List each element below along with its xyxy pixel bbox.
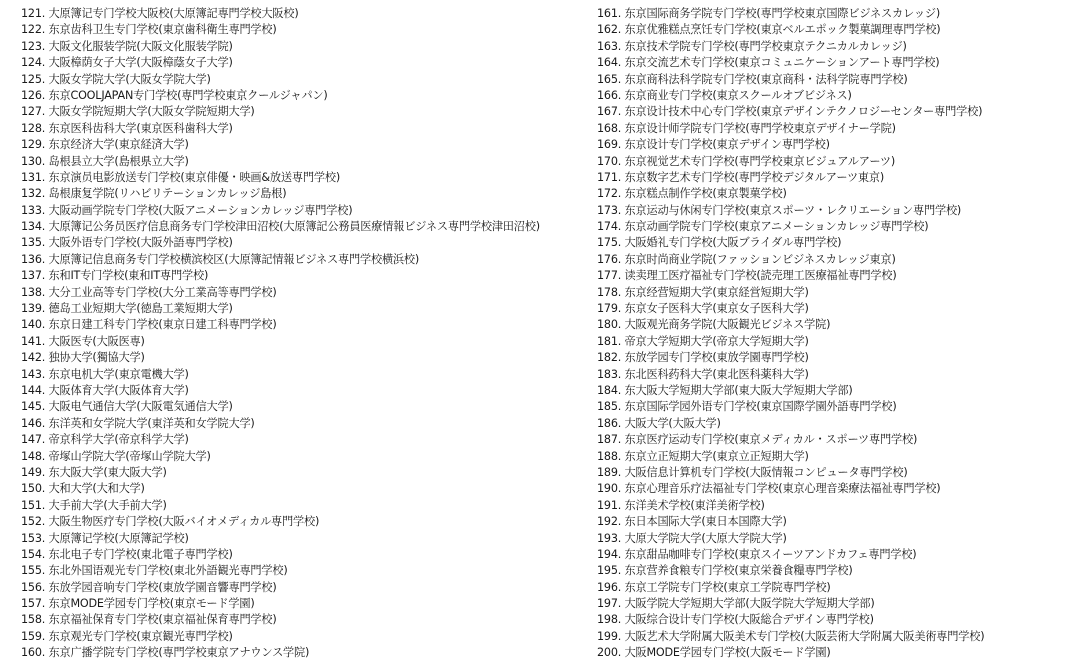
school-name: 大阪体育大学(大阪体育大学) [48,383,189,397]
item-number: 137. [21,269,46,283]
list-item [597,285,1067,301]
item-number: 180. [597,318,622,332]
school-name: 大阪综合设计专门学校(大阪総合デザイン専門学校) [624,613,874,627]
item-number: 181. [597,334,622,348]
list-item [21,55,596,71]
school-name: 德岛工业短期大学(徳島工業短期大学) [48,302,233,316]
list-item [597,88,1067,104]
item-number: 176. [597,252,622,266]
school-name: 东大阪大学短期大学部(東大阪大学短期大学部) [624,383,853,397]
school-name: 东京COOLJAPAN专门学校(専門学校東京クールジャパン) [48,88,328,102]
item-number: 177. [597,269,622,283]
item-number: 173. [597,203,622,217]
school-name: 大原簿记专门学校大阪校(大原簿記専門学校大阪校) [48,7,299,20]
school-name: 东京时尚商业学院(ファッションビジネスカレッジ東京) [624,252,896,266]
school-name: 东洋美术学校(東洋美術学校) [624,498,765,512]
list-item [21,645,596,661]
item-number: 182. [597,351,622,365]
item-number: 164. [597,56,622,70]
list-item [21,22,596,38]
list-item [597,186,1067,202]
school-name: 东京交流艺术专门学校(東京コミュニケーションアート専門学校) [624,56,940,70]
list-item [21,301,596,317]
item-number: 131. [21,170,46,184]
item-number: 125. [21,72,46,86]
list-item [21,432,596,448]
list-item [21,383,596,399]
list-item [21,268,596,284]
school-name: 东京商业专门学校(東京スクールオブビジネス) [624,88,852,102]
school-name: 东京商科法科学院专门学校(東京商科・法科学院専門学校) [624,72,908,86]
school-name: 大阪电气通信大学(大阪電気通信大学) [48,400,233,414]
school-name: 大阪女学院大学(大阪女学院大学) [48,72,211,86]
list-item [597,399,1067,415]
school-name: 东北电子专门学校(東北電子専門学校) [48,547,233,561]
item-number: 126. [21,88,46,102]
list-item [21,465,596,481]
school-name: 东京医疗运动专门学校(東京メディカル・スポーツ専門学校) [624,433,918,447]
school-name: 东京糕点制作学校(東京製菓学校) [624,187,787,201]
item-number: 199. [597,629,622,643]
item-number: 168. [597,121,622,135]
item-number: 191. [597,498,622,512]
item-number: 140. [21,318,46,332]
list-item [597,203,1067,219]
school-name: 大和大学(大和大学) [48,482,145,496]
list-item [597,104,1067,120]
school-name: 大阪学院大学短期大学部(大阪学院大学短期大学部) [624,597,875,611]
school-name: 东京数字艺术专门学校(専門学校デジタルアーツ東京) [624,170,885,184]
school-name: 东京设计专门学校(東京デザイン専門学校) [624,138,830,152]
item-number: 155. [21,564,46,578]
school-name: 大阪樟荫女子大学(大阪樟蔭女子大学) [48,56,233,70]
school-name: 大阪文化服装学院(大阪文化服装学院) [48,39,233,53]
list-item [21,612,596,628]
list-item [597,268,1067,284]
item-number: 138. [21,285,46,299]
school-name: 大原簿记公务员医疗信息商务专门学校津田沼校(大原簿記公務員医療情報ビジネス専門学校津田沼校) [48,220,540,234]
list-item [597,531,1067,547]
list-item [21,154,596,170]
school-name: 大阪MODE学园专门学校(大阪モード学園) [624,646,831,660]
school-name: 东京营养食粮专门学校(東京栄養食糧専門学校) [624,564,853,578]
list-item [597,235,1067,251]
school-name: 东放学园音响专门学校(東放学園音響専門学校) [48,580,277,594]
item-number: 145. [21,400,46,414]
list-item [21,252,596,268]
item-number: 167. [597,105,622,119]
list-item [597,137,1067,153]
list-item [597,154,1067,170]
list-item [597,301,1067,317]
school-name: 大分工业高等专门学校(大分工業高等専門学校) [48,285,277,299]
item-number: 172. [597,187,622,201]
item-number: 185. [597,400,622,414]
list-item [21,285,596,301]
school-name: 东北外国语观光专门学校(東北外語観光専門学校) [48,564,288,578]
item-number: 163. [597,39,622,53]
list-item [597,629,1067,645]
list-item [21,416,596,432]
item-number: 160. [21,646,46,660]
item-number: 161. [597,7,622,20]
item-number: 146. [21,416,46,430]
item-number: 158. [21,613,46,627]
list-item [21,203,596,219]
school-name: 东日本国际大学(東日本国際大学) [624,515,787,529]
item-number: 144. [21,383,46,397]
school-name: 大阪动画学院专门学校(大阪アニメーションカレッジ専門学校) [48,203,353,217]
school-name: 东放学园专门学校(東放学園専門学校) [624,351,809,365]
list-item [597,596,1067,612]
school-name: 东和IT专门学校(東和IT専門学校) [48,269,209,283]
list-item [597,383,1067,399]
school-name: 东京国际商务学院专门学校(専門学校東京国際ビジネスカレッジ) [624,7,941,20]
item-number: 192. [597,515,622,529]
school-name: 东京视觉艺术专门学校(専門学校東京ビジュアルアーツ) [624,154,896,168]
list-item [597,449,1067,465]
item-number: 169. [597,138,622,152]
list-item [21,596,596,612]
school-name: 东京福祉保育专门学校(東京福祉保育専門学校) [48,613,277,627]
item-number: 175. [597,236,622,250]
school-name: 大阪艺术大学附属大阪美术专门学校(大阪芸術大学附属大阪美術専門学校) [624,629,985,643]
item-number: 147. [21,433,46,447]
item-number: 151. [21,498,46,512]
school-name: 帝京科学大学(帝京科学大学) [48,433,189,447]
list-item [597,6,1067,22]
list-item [597,252,1067,268]
item-number: 139. [21,302,46,316]
school-name: 东京优雅糕点烹饪专门学校(東京ベルエポック製菓調理専門学校) [624,23,941,37]
item-number: 122. [21,23,46,37]
list-item [597,432,1067,448]
list-item [21,39,596,55]
school-name: 东大阪大学(東大阪大学) [48,465,167,479]
school-name: 东京观光专门学校(東京観光専門学校) [48,629,233,643]
item-number: 135. [21,236,46,250]
school-name: 东京立正短期大学(東京立正短期大学) [624,449,809,463]
item-number: 159. [21,629,46,643]
item-number: 156. [21,580,46,594]
item-number: 171. [597,170,622,184]
school-name: 大阪女学院短期大学(大阪女学院短期大学) [48,105,255,119]
list-item [21,104,596,120]
school-name: 独协大学(獨協大学) [48,351,145,365]
list-item [21,350,596,366]
school-name: 大阪婚礼专门学校(大阪ブライダル専門学校) [624,236,842,250]
school-name: 大阪外语专门学校(大阪外語専門学校) [48,236,233,250]
item-number: 200. [597,646,622,660]
item-number: 194. [597,547,622,561]
school-name: 东京女子医科大学(東京女子医科大学) [624,302,809,316]
school-name: 东京设计技术中心专门学校(東京デザインテクノロジーセンター専門学校) [624,105,983,119]
item-number: 128. [21,121,46,135]
item-number: 179. [597,302,622,316]
list-item [21,580,596,596]
list-item [21,219,596,235]
school-name: 东京经济大学(東京経済大学) [48,138,189,152]
item-number: 190. [597,482,622,496]
list-item [597,219,1067,235]
item-number: 178. [597,285,622,299]
item-number: 127. [21,105,46,119]
list-item [21,235,596,251]
item-number: 157. [21,597,46,611]
list-item [597,580,1067,596]
item-number: 124. [21,56,46,70]
list-item [597,481,1067,497]
list-item [21,170,596,186]
school-name: 东京医科齿科大学(東京医科歯科大学) [48,121,233,135]
list-item [21,481,596,497]
item-number: 186. [597,416,622,430]
item-number: 129. [21,138,46,152]
item-number: 121. [21,7,46,20]
item-number: 150. [21,482,46,496]
item-number: 142. [21,351,46,365]
item-number: 187. [597,433,622,447]
item-number: 166. [597,88,622,102]
list-item [597,317,1067,333]
list-item [21,367,596,383]
list-item [21,317,596,333]
school-name: 大原簿记学校(大原簿記学校) [48,531,189,545]
list-item [597,72,1067,88]
item-number: 143. [21,367,46,381]
school-name: 大阪医专(大阪医専) [48,334,145,348]
item-number: 197. [597,597,622,611]
item-number: 133. [21,203,46,217]
school-name: 帝塚山学院大学(帝塚山学院大学) [48,449,211,463]
school-name: 东京运动与休闲专门学校(東京スポーツ・レクリエーション専門学校) [624,203,962,217]
item-number: 196. [597,580,622,594]
school-name: 东京工学院专门学校(東京工学院専門学校) [624,580,831,594]
item-number: 195. [597,564,622,578]
school-name: 东京广播学院专门学校(専門学校東京アナウンス学院) [48,646,310,660]
school-name: 东京心理音乐疗法福祉专门学校(東京心理音楽療法福祉専門学校) [624,482,941,496]
item-number: 152. [21,515,46,529]
list-item [21,186,596,202]
item-number: 134. [21,220,46,234]
item-number: 130. [21,154,46,168]
list-item [597,55,1067,71]
list-item [21,449,596,465]
school-name: 东京电机大学(東京電機大学) [48,367,189,381]
list-item [21,498,596,514]
item-number: 174. [597,220,622,234]
list-item [597,22,1067,38]
item-number: 154. [21,547,46,561]
list-item [21,547,596,563]
school-name: 大原大学院大学(大原大学院大学) [624,531,787,545]
list-item [21,531,596,547]
school-name: 东京技术学院专门学校(専門学校東京テクニカルカレッジ) [624,39,907,53]
school-name: 大原簿记信息商务专门学校横滨校区(大原簿記情報ビジネス専門学校横浜校) [48,252,420,266]
school-name: 岛根康复学院(リハビリテーションカレッジ島根) [48,187,287,201]
list-item [21,334,596,350]
school-name: 东京动画学院专门学校(東京アニメーションカレッジ専門学校) [624,220,929,234]
list-item [597,416,1067,432]
school-name: 大阪信息计算机专门学校(大阪情報コンピュータ専門学校) [624,465,908,479]
list-item [597,645,1067,661]
list-item [597,547,1067,563]
list-item [597,170,1067,186]
item-number: 188. [597,449,622,463]
item-number: 141. [21,334,46,348]
school-name: 岛根县立大学(島根県立大学) [48,154,189,168]
list-item [597,39,1067,55]
list-item [597,465,1067,481]
list-item [21,563,596,579]
school-name: 东京演员电影放送专门学校(東京俳優・映画&放送専門学校) [48,170,341,184]
item-number: 123. [21,39,46,53]
list-item [597,367,1067,383]
school-name: 东北医科药科大学(東北医科薬科大学) [624,367,809,381]
item-number: 153. [21,531,46,545]
school-name: 东京国际学园外语专门学校(東京国際学園外語専門学校) [624,400,897,414]
school-name: 大阪大学(大阪大学) [624,416,721,430]
school-name: 大手前大学(大手前大学) [48,498,167,512]
list-item [597,334,1067,350]
school-name: 大阪观光商务学院(大阪観光ビジネス学院) [624,318,831,332]
school-name: 东京MODE学园专门学校(東京モード学園) [48,597,255,611]
item-number: 162. [597,23,622,37]
item-number: 136. [21,252,46,266]
list-item [597,612,1067,628]
list-item [21,629,596,645]
list-item [597,121,1067,137]
list-item [597,563,1067,579]
item-number: 170. [597,154,622,168]
school-name: 帝京大学短期大学(帝京大学短期大学) [624,334,809,348]
school-name: 东洋英和女学院大学(東洋英和女学院大学) [48,416,255,430]
item-number: 165. [597,72,622,86]
right-column [597,6,1067,662]
list-item [21,72,596,88]
school-name: 东京设计师学院专门学校(専門学校東京デザイナー学院) [624,121,896,135]
list-item [21,121,596,137]
item-number: 183. [597,367,622,381]
list-item [21,514,596,530]
list-item [597,350,1067,366]
item-number: 189. [597,465,622,479]
list-item [21,88,596,104]
list-item [597,514,1067,530]
left-column [21,6,596,662]
list-item [597,498,1067,514]
list-item [21,137,596,153]
item-number: 149. [21,465,46,479]
item-number: 184. [597,383,622,397]
item-number: 148. [21,449,46,463]
item-number: 132. [21,187,46,201]
school-name: 东京齿科卫生专门学校(東京歯科衛生専門学校) [48,23,277,37]
item-number: 193. [597,531,622,545]
school-name: 东京甜品咖啡专门学校(東京スイーツアンドカフェ専門学校) [624,547,917,561]
item-number: 198. [597,613,622,627]
school-name: 大阪生物医疗专门学校(大阪バイオメディカル専門学校) [48,515,320,529]
list-item [21,6,596,22]
school-name: 东京日建工科专门学校(東京日建工科専門学校) [48,318,277,332]
school-name: 读卖理工医疗福祉专门学校(読売理工医療福祉専門学校) [624,269,897,283]
list-item [21,399,596,415]
school-name: 东京经营短期大学(東京経営短期大学) [624,285,809,299]
